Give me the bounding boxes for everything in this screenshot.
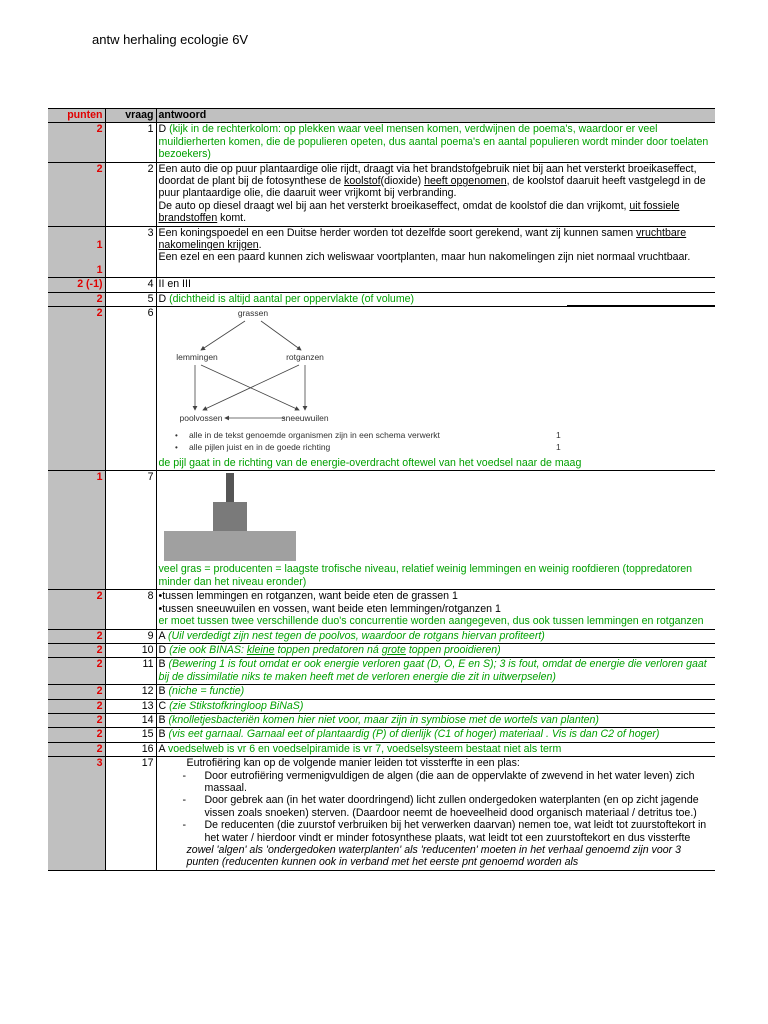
question-number: 4: [105, 278, 156, 292]
node-grassen: grassen: [237, 308, 268, 319]
table-row: [48, 757, 715, 871]
answer-cell: [156, 699, 715, 713]
points-cell: 2: [48, 728, 105, 742]
pyramid-level-consumenten1: [213, 502, 247, 531]
header-antwoord: antwoord: [156, 109, 715, 123]
question-number: 11: [105, 658, 156, 685]
question-number: 16: [105, 742, 156, 756]
answer-letter: A: [158, 742, 165, 755]
answer-table: [48, 108, 715, 871]
answer-text: Een koningspoedel en een Duitse herder worden tot dezelfde soort gerekend, want zij kunnen samen: [158, 226, 637, 239]
points-cell: 1: [48, 471, 105, 590]
node-sneeuwuilen: sneeuwuilen: [280, 413, 329, 424]
question-number: 10: [105, 643, 156, 657]
answer-cell: [156, 292, 715, 306]
answer-note: zowel 'algen' als 'ondergedoken waterplanten' als 'reducenten' moeten in het verhaal genoemd zijn voor 3 punten (reducenten kunnen ook in verband met het eerste pnt genoemd worden als: [186, 844, 681, 869]
answer-text: (dioxide): [380, 175, 425, 188]
table-row: [48, 643, 715, 657]
criterion-bullet: •: [174, 431, 178, 441]
table-row: [48, 699, 715, 713]
answer-line: [567, 305, 715, 306]
answer-letter: B: [158, 658, 166, 671]
answer-letter: C: [158, 699, 167, 712]
question-number: 12: [105, 685, 156, 699]
question-number: 5: [105, 292, 156, 306]
criterion-2-points: 1: [555, 442, 561, 453]
arrow-grassen-lemmingen: [201, 321, 245, 350]
answer-cell: [156, 471, 715, 590]
question-number: 9: [105, 629, 156, 643]
answer-bullet: • tussen lemmingen en rotganzen, want beide eten de grassen 1: [159, 590, 714, 602]
question-number: 7: [105, 471, 156, 590]
table-row: [48, 742, 715, 756]
answer-explanation: voedselweb is vr 6 en voedselpiramide is vr 7, voedselsysteem bestaat niet als term: [167, 742, 562, 755]
question-number: 15: [105, 728, 156, 742]
answer-text: De auto op diesel draagt wel bij aan het versterkt broeikaseffect, omdat de koolstof die dan vrijkomt,: [158, 199, 630, 212]
answer-text: toppen prooidieren): [405, 643, 501, 656]
question-number: 14: [105, 713, 156, 727]
criterion-bullet: •: [174, 443, 178, 453]
table-row: [48, 226, 715, 278]
answer-cell: [156, 162, 715, 226]
question-number: 1: [105, 123, 156, 162]
answer-letter: B: [158, 685, 166, 698]
answer-cell: [156, 658, 715, 685]
table-header-row: [48, 109, 715, 123]
points-cell: 2: [48, 685, 105, 699]
points-cell: 2: [48, 643, 105, 657]
answer-list: [159, 770, 714, 844]
criterion-1: alle in de tekst genoemde organismen zijn in een schema verwerkt: [188, 430, 440, 441]
pyramid-level-producenten: [164, 531, 296, 561]
answer-explanation: [169, 644, 501, 656]
document-title: antw herhaling ecologie 6V: [92, 32, 249, 47]
answer-cell: [156, 742, 715, 756]
answer-bullet: • tussen sneeuwuilen en vossen, want beide eten lemmingen/rotganzen 1: [159, 603, 714, 615]
table-row: [48, 123, 715, 162]
table-row: [48, 162, 715, 226]
answer-explanation: (kijk in de rechterkolom: op plekken waar veel mensen komen, verdwijnen de poema's, waardoor er veel muildierherten komen, die de populieren opeten, dus aantal poema's en aantal populieren wordt minder door toelaten bezoekers): [158, 123, 709, 161]
points-cell: 2 (-1): [48, 278, 105, 292]
points-cell: 2: [48, 742, 105, 756]
points-cell: 2: [48, 699, 105, 713]
points-part: 1: [96, 239, 103, 252]
points-cell: 2: [48, 292, 105, 306]
answer-explanation: (zie Stikstofkringloop BiNaS): [169, 699, 304, 712]
header-punten: punten: [48, 109, 105, 123]
answer-cell: [156, 226, 715, 278]
table-row: [48, 685, 715, 699]
node-lemmingen: lemmingen: [175, 352, 218, 363]
points-part: 1: [96, 263, 103, 276]
points-cell: 2: [48, 713, 105, 727]
answer-text: toppen predatoren ná: [274, 643, 382, 656]
table-row: [48, 590, 715, 629]
table-row: [48, 278, 715, 292]
table-row: [48, 629, 715, 643]
answer-letter: B: [158, 713, 166, 726]
points-cell: 2: [48, 123, 105, 162]
points-cell: 2: [48, 658, 105, 685]
answer-cell: II en III: [156, 278, 715, 292]
answer-explanation: er moet tussen twee verschillende duo's concurrentie worden aangegeven, dus ook tussen lemmingen en rotganzen: [158, 615, 704, 628]
answer-underlined: uit fossiele brandstoffen: [158, 199, 680, 225]
question-number: 8: [105, 590, 156, 629]
answer-underlined: heeft opgenomen: [424, 175, 507, 188]
criterion-1-points: 1: [555, 430, 561, 441]
points-cell: 2: [48, 307, 105, 471]
answer-explanation: (Uil verdedigt zijn nest tegen de poolvos, waardoor de rotgans hiervan profiteert): [167, 629, 545, 642]
answer-underlined: nakomelingen krijgen: [158, 239, 259, 252]
answer-letter: A: [158, 629, 165, 642]
question-number: 13: [105, 699, 156, 713]
answer-cell: [156, 590, 715, 629]
answer-letter: D: [158, 643, 167, 656]
answer-cell: [156, 757, 715, 871]
node-poolvossen: poolvossen: [178, 413, 223, 424]
answer-explanation: (knolletjesbacteriën komen hier niet voor, maar zijn in symbiose met de wortels van planten): [168, 713, 599, 726]
answer-text: komt.: [217, 212, 247, 225]
question-number: 3: [105, 226, 156, 278]
arrow-grassen-rotganzen: [261, 321, 301, 350]
answer-letter: B: [158, 728, 166, 741]
list-item: - Door gebrek aan (in het water doordringend) licht zullen ondergedoken waterplanten (en op zicht jagende vissen zoals snoeken) sterven. (Daardoor neemt de hoeveelheid dood organisch materiaal / detritus toe.): [205, 794, 714, 819]
pyramid-level-consumenten2: [226, 473, 234, 502]
answer-cell: [156, 307, 715, 471]
answer-underlined: vruchtbare: [636, 226, 687, 239]
answer-explanation: (vis eet garnaal. Garnaal eet of plantaardig (P) of dierlijk (C1 of hoger) materiaal . Vis is dan C2 of hoger): [168, 728, 660, 741]
node-rotganzen: rotganzen: [285, 352, 324, 363]
answer-cell: [156, 713, 715, 727]
table-row: [48, 728, 715, 742]
table-row: [48, 292, 715, 306]
answer-underlined: grote: [381, 643, 406, 656]
table-row: [48, 713, 715, 727]
criterion-2: alle pijlen juist en in de goede richting: [188, 442, 330, 453]
answer-paragraph: Een ezel en een paard kunnen zich weliswaar voortplanten, maar hun nakomelingen zijn niet normaal vruchtbaar.: [158, 251, 691, 264]
answer-cell: [156, 643, 715, 657]
answer-paragraph: [159, 200, 714, 225]
answer-cell: [156, 728, 715, 742]
answer-underlined: kleine: [246, 643, 275, 656]
points-cell: 2: [48, 629, 105, 643]
answer-explanation: (dichtheid is altijd aantal per oppervlakte (of volume): [169, 292, 415, 305]
question-number: 2: [105, 162, 156, 226]
points-cell: [48, 226, 105, 278]
points-cell: 2: [48, 590, 105, 629]
answer-cell: [156, 685, 715, 699]
answer-explanation: (niche = functie): [168, 685, 245, 698]
answer-explanation: de pijl gaat in de richting van de energie-overdracht oftewel van het voedsel naar de maag: [158, 457, 582, 470]
answer-letter: D: [158, 123, 167, 136]
energy-pyramid: [159, 471, 299, 563]
answer-text: , de koolstof daaruit heeft vastgelegd in de puur plantaardige olie, die daaruit weer vrijkomt bij verbranding.: [158, 175, 706, 200]
points-cell: 2: [48, 162, 105, 226]
question-number: 6: [105, 307, 156, 471]
header-vraag: vraag: [105, 109, 156, 123]
answer-text: Een auto die op puur plantaardige olie rijdt, draagt via het brandstofgebruik niet bij aan het versterkt broeikaseffect, doordat de plant bij de fotosynthese de: [158, 162, 697, 188]
answer-explanation: veel gras = producenten = laagste trofische niveau, relatief weinig lemmingen en weinig roofdieren (toppredatoren minder dan het niveau eronder): [158, 563, 693, 588]
table-row: [48, 471, 715, 590]
list-item: - Door eutrofiëring vermenigvuldigen de algen (die aan de oppervlakte of zwevend in het water leven) zich massaal.: [205, 770, 714, 795]
answer-cell: [156, 629, 715, 643]
answer-text: .: [258, 239, 262, 252]
table-row: [48, 658, 715, 685]
food-web-diagram: [159, 307, 579, 457]
answer-underlined: koolstof: [344, 175, 381, 188]
list-item: - De reducenten (die zuurstof verbruiken bij het verwerken daarvan) nemen toe, wat leidt tot zuurstoftekort in het water / hierdoor vindt er minder fotosynthese plaats, wat leidt tot een zuurstoftekort en dus vissterfte: [205, 819, 714, 844]
answer-text: (zie ook BINAS:: [169, 643, 247, 656]
table-row: [48, 307, 715, 471]
question-number: 17: [105, 757, 156, 871]
points-cell: 3: [48, 757, 105, 871]
answer-explanation: (Bewering 1 is fout omdat er ook energie verloren gaat (D, O, E en S); 3 is fout, omdat de energie die verloren gaat bij de dissimilatie niks te maken heeft met de verloren energie die zit in uitwerpselen): [158, 658, 707, 683]
answer-intro: Eutrofiëring kan op de volgende manier leiden tot vissterfte in een plas:: [186, 757, 520, 770]
answer-cell: [156, 123, 715, 162]
answer-letter: D: [158, 292, 167, 305]
